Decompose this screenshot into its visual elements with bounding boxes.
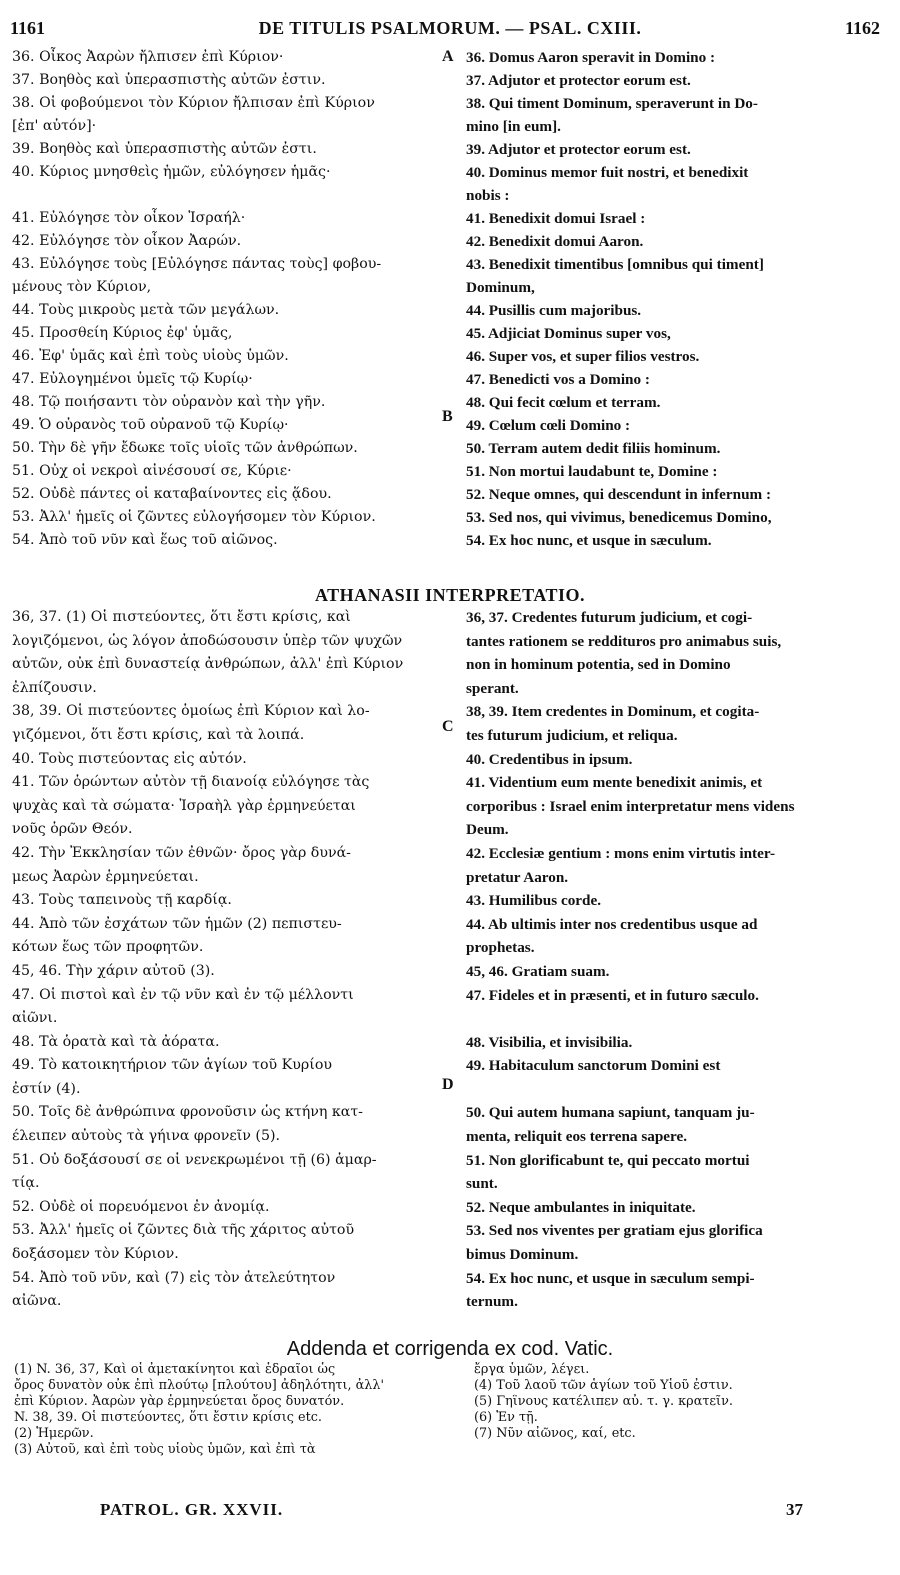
- text-line: 51. Non mortui laudabunt te, Domine :: [466, 463, 718, 480]
- text-line: [12, 184, 452, 207]
- text-line: 36, 37. Credentes futurum judicium, et cogi-: [466, 609, 753, 626]
- text-line: αὐτῶν, οὐκ ἐπὶ δυναστείᾳ ἀνθρώπων, ἀλλ' ἐπὶ Κύριον: [12, 656, 404, 673]
- text-line: 44. Pusillis cum majoribus.: [466, 302, 642, 319]
- addenda-left-column: [14, 1362, 464, 1458]
- text-line: 38, 39. Item credentes in Dominum, et cogita-: [466, 703, 760, 721]
- text-line: 42. Ecclesiæ gentium : mons enim virtutis inter-: [466, 844, 776, 862]
- text-line: sperant.: [466, 679, 519, 697]
- text-line: [ἐπ' αὐτόν]·: [12, 118, 97, 134]
- text-line: 41. Videntium eum mente benedixit animis, et: [466, 774, 763, 792]
- text-line: (7) Νῦν αἰῶνος, καί, etc.: [474, 1426, 636, 1441]
- text-line: 53. Sed nos, qui vivimus, benedicemus Domino,: [466, 509, 772, 526]
- text-line: 41. Τῶν ὁρώντων αὐτὸν τῇ διανοίᾳ εὐλόγησε τὰς: [12, 774, 370, 791]
- text-line: 54. Ex hoc nunc, et usque in sæculum sempi-: [466, 1269, 755, 1287]
- text-line: pretatur Aaron.: [466, 868, 569, 886]
- text-line: 44. Ἀπὸ τῶν ἐσχάτων τῶν ἡμῶν (2) πεπιστευ-: [12, 915, 342, 932]
- text-line: 54. Ἀπὸ τοῦ νῦν καὶ ἕως τοῦ αἰῶνος.: [12, 532, 278, 548]
- text-line: γιζόμενοι, ὅτι ἔστι κρίσις, καὶ τὰ λοιπά.: [12, 726, 305, 743]
- text-line: 52. Neque omnes, qui descendunt in infernum :: [466, 486, 772, 503]
- text-line: tantes rationem se reddituros pro animabus suis,: [466, 632, 782, 650]
- text-line: μένους τὸν Κύριον,: [12, 279, 152, 295]
- interp-latin-column: [466, 606, 878, 1314]
- text-line: 51. Οὐ δοξάσουσί σε οἱ νενεκρωμένοι τῇ (6) ἁμαρ-: [12, 1151, 377, 1168]
- text-line: 54. Ἀπὸ τοῦ νῦν, καὶ (7) εἰς τὸν ἀτελεύτητον: [12, 1269, 336, 1286]
- text-line: 51. Non glorificabunt te, qui peccato mortui: [466, 1151, 750, 1169]
- text-line: 50. Qui autem humana sapiunt, tanquam ju-: [466, 1104, 755, 1122]
- text-line: 37. Adjutor et protector eorum est.: [466, 72, 691, 89]
- text-line: tes futurum judicium, et reliqua.: [466, 726, 678, 744]
- text-line: ἐστίν (4).: [12, 1080, 81, 1097]
- text-line: 46. Super vos, et super filios vestros.: [466, 348, 700, 365]
- text-line: αἰῶνα.: [12, 1293, 62, 1310]
- margin-letter-b: B: [442, 408, 453, 425]
- text-line: 45. Προσθείη Κύριος ἐφ' ὑμᾶς,: [12, 325, 233, 341]
- text-line: 40. Τοὺς πιστεύοντας εἰς αὐτόν.: [12, 750, 247, 767]
- text-line: 45. Adjiciat Dominus super vos,: [466, 325, 671, 342]
- text-line: 47. Εὐλογημένοι ὑμεῖς τῷ Κυρίῳ·: [12, 371, 253, 387]
- text-line: 37. Βοηθὸς καὶ ὑπερασπιστὴς αὐτῶν ἐστιν.: [12, 72, 326, 88]
- text-line: 43. Τοὺς ταπεινοὺς τῇ καρδίᾳ.: [12, 892, 232, 909]
- text-line: ψυχὰς καὶ τὰ σώματα· Ἰσραὴλ γὰρ ἑρμηνεύεται: [12, 797, 356, 814]
- text-line: 43. Benedixit timentibus [omnibus qui timent]: [466, 256, 764, 273]
- text-line: [466, 1007, 878, 1031]
- text-line: 40. Credentibus in ipsum.: [466, 750, 633, 768]
- text-line: τίᾳ.: [12, 1175, 40, 1192]
- text-line: έλειπεν αὐτοὺς τὰ γήινα φρονεῖν (5).: [12, 1128, 281, 1145]
- text-line: 41. Εὐλόγησε τὸν οἶκον Ἰσραήλ·: [12, 210, 246, 226]
- text-line: 48. Visibilia, et invisibilia.: [466, 1033, 633, 1051]
- text-line: Deum.: [466, 821, 509, 839]
- text-line: 40. Κύριος μνησθεὶς ἡμῶν, εὐλόγησεν ἡμᾶς·: [12, 164, 331, 180]
- text-line: 46. Ἐφ' ὑμᾶς καὶ ἐπὶ τοὺς υἱοὺς ὑμῶν.: [12, 348, 289, 364]
- text-line: 47. Οἱ πιστοὶ καὶ ἐν τῷ νῦν καὶ ἐν τῷ μέλλοντι: [12, 986, 354, 1003]
- text-line: κότων ἕως τῶν προφητῶν.: [12, 939, 204, 956]
- text-line: 48. Qui fecit cœlum et terram.: [466, 394, 661, 411]
- text-line: αἰῶνι.: [12, 1010, 58, 1027]
- text-line: 49. Ὁ οὐρανὸς τοῦ οὐρανοῦ τῷ Κυρίῳ·: [12, 417, 289, 433]
- text-line: 39. Adjutor et protector eorum est.: [466, 141, 691, 158]
- text-line: 52. Neque ambulantes in iniquitate.: [466, 1198, 696, 1216]
- text-line: 42. Benedixit domui Aaron.: [466, 233, 644, 250]
- text-line: 52. Οὐδὲ πάντες οἱ καταβαίνοντες εἰς ᾅδου.: [12, 486, 332, 502]
- text-line: 49. Cœlum cœli Domino :: [466, 417, 631, 434]
- page-number-left: 1161: [10, 18, 46, 38]
- text-line: 36. Οἶκος Ἀαρὼν ἤλπισεν ἐπὶ Κύριον·: [12, 49, 284, 65]
- text-line: ἐπὶ Κύριον. Ἀαρὼν γὰρ ἑρμηνεύεται ὄρος δυνατόν.: [14, 1394, 345, 1409]
- text-line: prophetas.: [466, 939, 535, 957]
- text-line: 53. Ἀλλ' ἡμεῖς οἱ ζῶντες διὰ τῆς χάριτος αὐτοῦ: [12, 1222, 355, 1239]
- text-line: nobis :: [466, 187, 510, 204]
- text-line: λογιζόμενοι, ὡς λόγον ἀποδώσουσιν ὑπὲρ τῶν ψυχῶν: [12, 632, 403, 649]
- text-line: (1) N. 36, 37, Καὶ οἱ ἀμετακίνητοι καὶ ἑδραῖοι ὡς: [14, 1362, 336, 1377]
- page-number-right: 1162: [844, 18, 880, 38]
- text-line: ternum.: [466, 1293, 518, 1311]
- text-line: menta, reliquit eos terrena sapere.: [466, 1128, 688, 1146]
- text-line: 49. Τὸ κατοικητήριον τῶν ἁγίων τοῦ Κυρίου: [12, 1057, 332, 1074]
- text-line: 47. Benedicti vos a Domino :: [466, 371, 650, 388]
- text-line: corporibus : Israel enim interpretatur mens videns: [466, 797, 795, 815]
- text-line: (3) Αὐτοῦ, καὶ ἐπὶ τοὺς υἱοὺς ὑμῶν, καὶ ἐπὶ τὰ: [14, 1442, 316, 1457]
- text-line: 39. Βοηθὸς καὶ ὑπερασπιστὴς αὐτῶν ἐστι.: [12, 141, 317, 157]
- text-line: 36. Domus Aaron speravit in Domino :: [466, 49, 716, 66]
- text-line: 43. Εὐλόγησε τοὺς [Εὐλόγησε πάντας τοὺς] φοβου-: [12, 256, 382, 272]
- text-line: 43. Humilibus corde.: [466, 892, 602, 910]
- margin-letter-a: A: [442, 48, 454, 65]
- running-header: [0, 18, 900, 40]
- text-line: 42. Τὴν Ἐκκλησίαν τῶν ἐθνῶν· ὄρος γὰρ δυνά-: [12, 844, 351, 861]
- text-line: 42. Εὐλόγησε τὸν οἶκον Ἀαρών.: [12, 233, 242, 249]
- text-line: 45, 46. Τὴν χάριν αὐτοῦ (3).: [12, 962, 215, 979]
- text-line: 54. Ex hoc nunc, et usque in sæculum.: [466, 532, 712, 549]
- text-line: 38. Qui timent Dominum, speraverunt in Do-: [466, 95, 758, 112]
- section-title: ATHANASII INTERPRETATIO.: [314, 585, 586, 605]
- text-line: ἔργα ὑμῶν, λέγει.: [474, 1362, 590, 1377]
- text-line: Dominum,: [466, 279, 535, 296]
- text-line: [466, 1078, 878, 1102]
- text-line: (5) Γηΐνους κατέλιπεν αὐ. τ. γ. κρατεῖν.: [474, 1394, 733, 1409]
- text-line: 53. Sed nos viventes per gratiam ejus glorifica: [466, 1222, 763, 1240]
- text-line: 44. Τοὺς μικροὺς μετὰ τῶν μεγάλων.: [12, 302, 280, 318]
- text-line: 38. Οἱ φοβούμενοι τὸν Κύριον ἤλπισαν ἐπὶ Κύριον: [12, 95, 375, 111]
- text-line: 40. Dominus memor fuit nostri, et benedixit: [466, 164, 749, 181]
- text-line: δοξάσομεν τὸν Κύριον.: [12, 1246, 179, 1263]
- text-line: 50. Terram autem dedit filiis hominum.: [466, 440, 721, 457]
- text-line: 49. Habitaculum sanctorum Domini est: [466, 1057, 721, 1075]
- text-line: bimus Dominum.: [466, 1246, 579, 1264]
- text-line: (4) Τοῦ λαοῦ τῶν ἁγίων τοῦ Υἱοῦ ἐστιν.: [474, 1378, 733, 1393]
- text-line: 50. Τὴν δὲ γῆν ἔδωκε τοῖς υἱοῖς τῶν ἀνθρώπων.: [12, 440, 358, 456]
- text-line: N. 38, 39. Οἱ πιστεύοντες, ὅτι ἔστιν κρίσις etc.: [14, 1410, 322, 1425]
- text-line: 48. Τῷ ποιήσαντι τὸν οὐρανὸν καὶ τὴν γῆν.: [12, 394, 326, 410]
- text-line: 38, 39. Οἱ πιστεύοντες ὁμοίως ἐπὶ Κύριον καὶ λο-: [12, 703, 370, 720]
- text-line: ὄρος δυνατὸν οὐκ ἐπὶ πλούτῳ [πλούτου] ἀδηλότητι, ἀλλ': [14, 1378, 385, 1393]
- text-line: 45, 46. Gratiam suam.: [466, 962, 610, 980]
- text-line: 48. Τὰ ὁρατὰ καὶ τὰ ἀόρατα.: [12, 1033, 220, 1050]
- text-line: (6) Ἐν τῇ.: [474, 1410, 538, 1425]
- text-line: 44. Ab ultimis inter nos credentibus usque ad: [466, 915, 758, 933]
- addenda-title: Addenda et corrigenda ex cod. Vatic.: [286, 1338, 614, 1360]
- text-line: non in hominum potentia, sed in Domino: [466, 656, 731, 674]
- margin-letter-c: C: [442, 718, 454, 735]
- text-line: mino [in eum].: [466, 118, 561, 135]
- text-line: 51. Οὐχ οἱ νεκροὶ αἰνέσουσί σε, Κύριε·: [12, 463, 292, 479]
- text-line: 52. Οὐδὲ οἱ πορευόμενοι ἐν ἀνομίᾳ.: [12, 1198, 270, 1215]
- text-line: 47. Fideles et in præsenti, et in futuro sæculo.: [466, 986, 759, 1004]
- addenda-right-column: [474, 1362, 884, 1442]
- margin-letter-d: D: [442, 1076, 454, 1093]
- psalm-latin-column: [466, 46, 878, 552]
- running-title: DE TITULIS PSALMORUM. — PSAL. CXIII.: [258, 18, 642, 38]
- text-line: 36, 37. (1) Οἱ πιστεύοντες, ὅτι ἔστι κρίσις, καὶ: [12, 609, 351, 625]
- text-line: sunt.: [466, 1175, 498, 1193]
- text-line: 53. Ἀλλ' ἡμεῖς οἱ ζῶντες εὐλογήσομεν τὸν Κύριον.: [12, 509, 376, 525]
- psalm-greek-column: [12, 46, 452, 552]
- footer-signature: 37: [786, 1500, 803, 1519]
- text-line: νοῦς ὁρῶν Θεόν.: [12, 821, 133, 838]
- text-line: μεως Ἀαρὼν ἑρμηνεύεται.: [12, 868, 199, 885]
- text-line: 41. Benedixit domui Israel :: [466, 210, 646, 227]
- text-line: 50. Τοῖς δὲ ἀνθρώπινα φρονοῦσιν ὡς κτήνη κατ-: [12, 1104, 363, 1121]
- footer-volume: PATROL. GR. XXVII.: [100, 1500, 284, 1519]
- text-line: ἐλπίζουσιν.: [12, 679, 97, 696]
- interp-greek-column: [12, 606, 452, 1314]
- text-line: (2) Ἡμερῶν.: [14, 1426, 94, 1441]
